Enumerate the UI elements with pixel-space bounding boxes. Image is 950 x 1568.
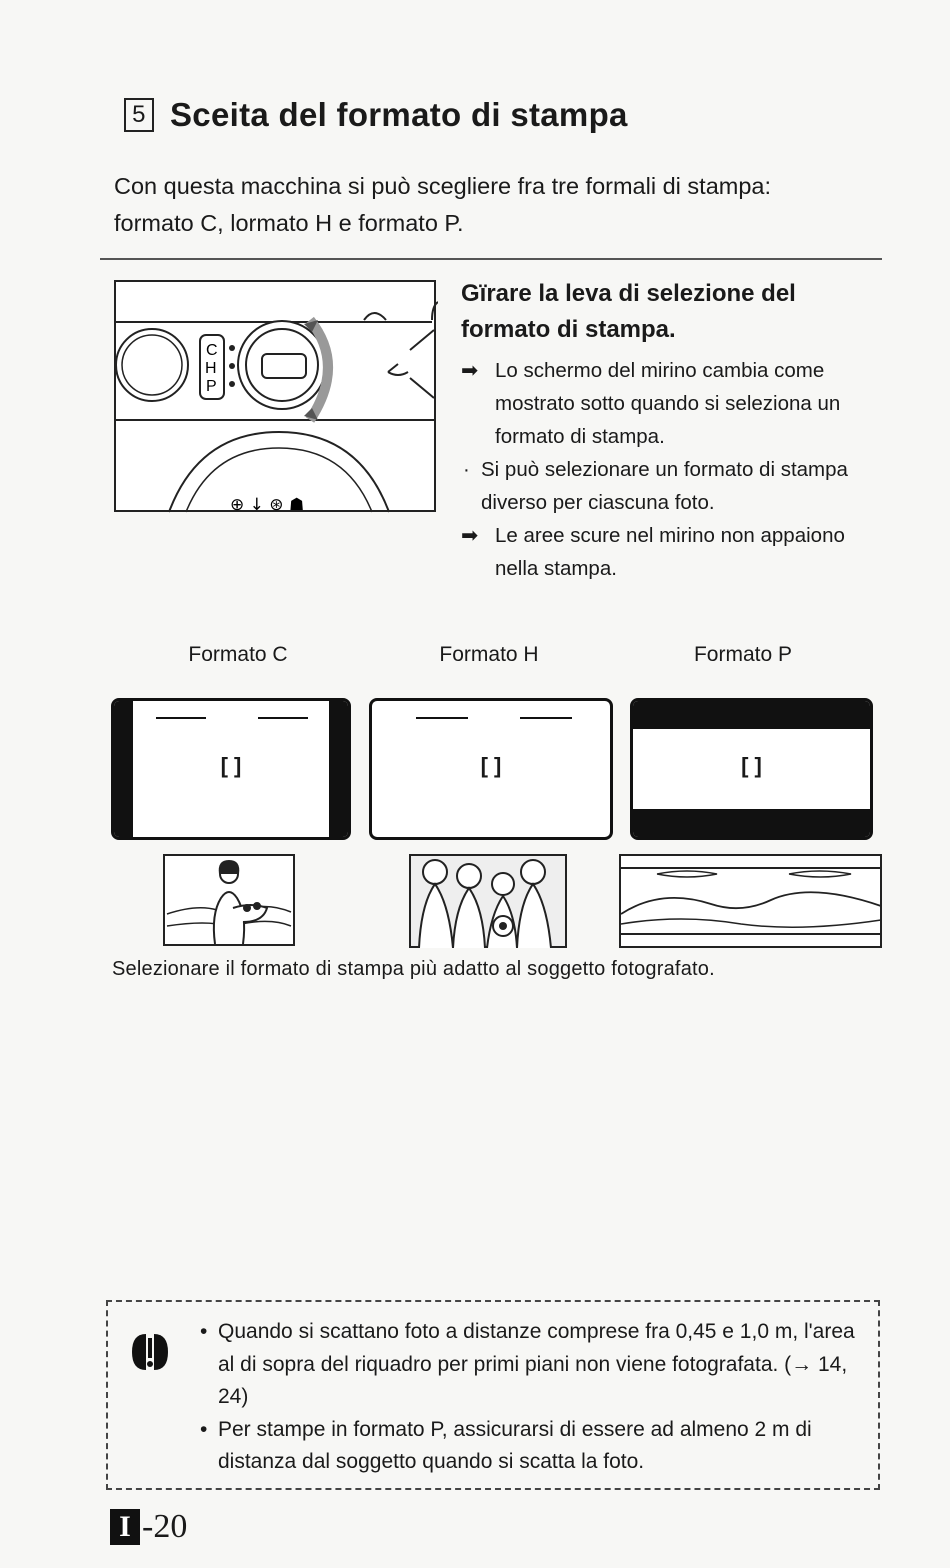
note-item-text: Quando si scattano foto a distanze comprese fra 0,45 e 1,0 m, l'area al di sopra del riquadro per primi piani non viene fotografata. (→ 14, 24) (218, 1320, 855, 1408)
page-chapter-badge: I (110, 1509, 140, 1545)
focus-bracket: [ ] (220, 753, 242, 778)
landscape-scene-image (619, 854, 882, 948)
viewfinder-format-h (369, 698, 613, 840)
note-item-text: Per stampe in formato P, assicurarsi di essere ad almeno 2 m di distanza dal soggetto quando si scatta la foto. (218, 1417, 812, 1473)
divider (100, 258, 882, 260)
note-box (106, 1300, 880, 1490)
section-number: 5 (124, 98, 154, 132)
camera-bottom-icons: ⊕ ↓ ⊛ ☗ (230, 495, 305, 514)
page-number-text: -20 (142, 1508, 188, 1545)
dial-letter-p: P (206, 378, 217, 395)
group-scene-image (409, 854, 567, 948)
intro-text: Con questa macchina si può scegliere fra tre formali di stampa: formato C, lormato H e formato P. (114, 173, 772, 236)
format-p-label: Formato P (693, 643, 793, 666)
instruction-item-text: Si può selezionare un formato di stampa diverso per ciascuna foto. (481, 458, 848, 514)
viewfinder-format-c (111, 698, 351, 840)
bullet-icon: · (463, 458, 470, 481)
dial-letter-c: C (206, 342, 218, 359)
focus-bracket: [ ] (480, 753, 502, 778)
dial-letter-h: H (205, 360, 217, 377)
section-title-text: Sceita del formato di stampa (170, 96, 628, 133)
section-title (124, 96, 628, 134)
camera-top-illustration (114, 280, 438, 514)
viewfinder-format-p (630, 698, 873, 840)
note-list (200, 1316, 860, 1479)
format-c-label: Formato C (188, 643, 288, 666)
warning-icon (128, 1332, 172, 1372)
instruction-heading: Gïrare la leva di selezione del formato di stampa. (461, 280, 796, 343)
instruction-block (461, 276, 881, 585)
instruction-item (461, 519, 881, 585)
instruction-item-text: Le aree scure nel mirino non appaiono nella stampa. (495, 524, 845, 580)
instruction-item-text: Lo schermo del mirino cambia come mostrato sotto quando si seleziona un formato di stampa. (495, 359, 841, 448)
caption-text: Selezionare il formato di stampa più adatto al soggetto fotografato. (112, 958, 715, 980)
instruction-item (461, 354, 881, 453)
arrow-icon: ➡ (461, 524, 479, 547)
focus-bracket: [ ] (741, 753, 762, 778)
note-item: • Per stampe in formato P, assicurarsi di essere ad almeno 2 m di distanza dal soggetto quando si scatta la foto. (200, 1414, 860, 1479)
portrait-scene-image (163, 854, 295, 946)
arrow-icon: ➡ (461, 359, 479, 382)
instruction-item (461, 453, 881, 519)
page-number (110, 1508, 187, 1546)
note-item: • Quando si scattano foto a distanze comprese fra 0,45 e 1,0 m, l'area al di sopra del riquadro per primi piani non viene fotografata. (→ 14, 24) (200, 1316, 860, 1414)
format-h-label: Formato H (439, 643, 539, 666)
